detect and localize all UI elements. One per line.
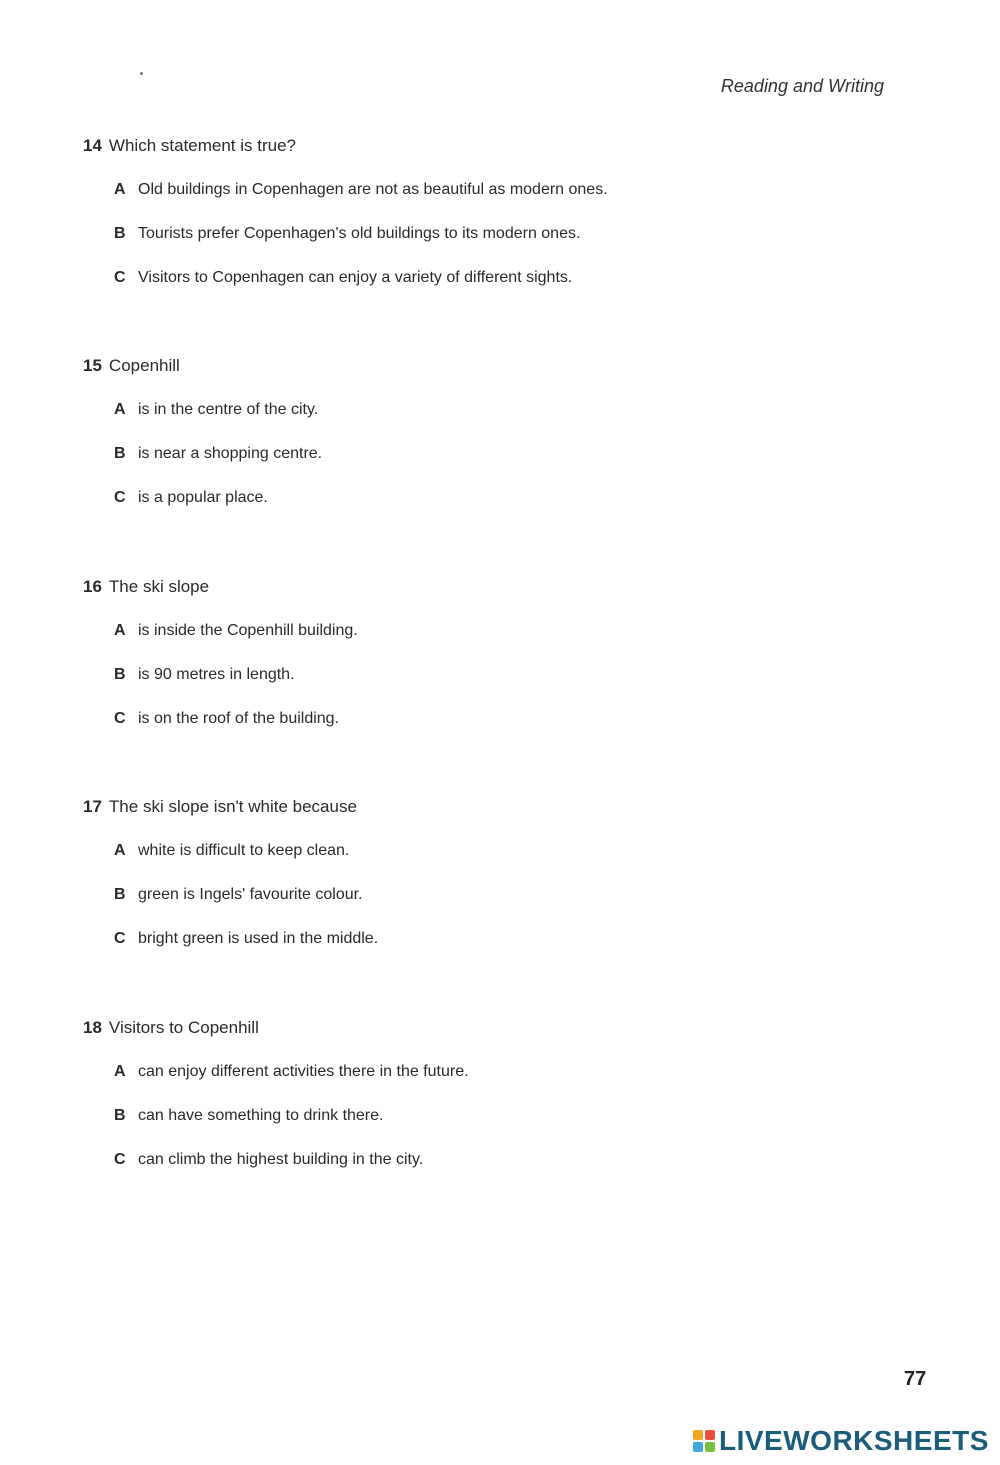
option-list <box>83 1060 783 1172</box>
option-text: is a popular place. <box>138 489 268 506</box>
option-list <box>83 619 783 731</box>
option-text: can enjoy different activities there in the future. <box>138 1063 469 1080</box>
option-letter: A <box>114 622 126 639</box>
option-letter: C <box>114 269 126 286</box>
option-list <box>83 398 783 510</box>
logo-square <box>705 1442 715 1452</box>
option-b[interactable] <box>114 222 783 246</box>
option-a[interactable] <box>114 839 783 863</box>
question-16 <box>83 575 783 731</box>
question-text: Visitors to Copenhill <box>108 1018 259 1037</box>
option-letter: A <box>114 401 126 418</box>
question-14 <box>83 134 783 290</box>
question-stem <box>83 575 783 599</box>
option-text: is in the centre of the city. <box>138 401 319 418</box>
option-letter: C <box>114 489 126 506</box>
question-text: The ski slope <box>108 577 210 596</box>
option-letter: B <box>114 886 126 903</box>
liveworksheets-watermark <box>693 1425 989 1457</box>
option-c[interactable] <box>114 1148 783 1172</box>
question-number: 18 <box>83 1018 102 1037</box>
page-number: 77 <box>904 1368 927 1390</box>
option-list <box>83 839 783 951</box>
question-text: The ski slope isn't white because <box>108 797 357 816</box>
question-number: 14 <box>83 136 102 155</box>
question-15 <box>83 354 783 510</box>
option-text: is 90 metres in length. <box>138 666 295 683</box>
option-text: is near a shopping centre. <box>138 445 323 462</box>
option-text: Old buildings in Copenhagen are not as beautiful as modern ones. <box>138 181 608 198</box>
option-a[interactable] <box>114 1060 783 1084</box>
question-text: Copenhill <box>108 356 180 375</box>
option-text: is on the roof of the building. <box>138 710 340 727</box>
option-letter: A <box>114 1063 126 1080</box>
question-text: Which statement is true? <box>108 136 296 155</box>
question-number: 15 <box>83 356 102 375</box>
logo-square <box>705 1430 715 1440</box>
question-17 <box>83 795 783 951</box>
question-stem <box>83 795 783 819</box>
option-a[interactable] <box>114 178 783 202</box>
question-18 <box>83 1016 783 1172</box>
option-text: Visitors to Copenhagen can enjoy a variety of different sights. <box>138 269 573 286</box>
logo-square <box>693 1430 703 1440</box>
option-a[interactable] <box>114 398 783 422</box>
option-b[interactable] <box>114 663 783 687</box>
scan-dot <box>140 72 143 75</box>
option-c[interactable] <box>114 927 783 951</box>
question-stem <box>83 134 783 158</box>
option-text: is inside the Copenhill building. <box>138 622 358 639</box>
option-letter: B <box>114 225 126 242</box>
option-b[interactable] <box>114 1104 783 1128</box>
option-letter: C <box>114 1151 126 1168</box>
option-text: can have something to drink there. <box>138 1107 384 1124</box>
option-b[interactable] <box>114 883 783 907</box>
option-text: white is difficult to keep clean. <box>138 842 350 859</box>
option-text: Tourists prefer Copenhagen's old buildings to its modern ones. <box>138 225 581 242</box>
option-text: bright green is used in the middle. <box>138 930 379 947</box>
logo-square <box>693 1442 703 1452</box>
option-letter: B <box>114 445 126 462</box>
option-letter: B <box>114 1107 126 1124</box>
section-header: Reading and Writing <box>720 76 884 96</box>
option-b[interactable] <box>114 442 783 466</box>
option-letter: B <box>114 666 126 683</box>
option-list <box>83 178 783 290</box>
question-number: 16 <box>83 577 102 596</box>
liveworksheets-logo-icon <box>693 1430 715 1452</box>
option-a[interactable] <box>114 619 783 643</box>
option-text: can climb the highest building in the city. <box>138 1151 424 1168</box>
question-stem <box>83 354 783 378</box>
option-text: green is Ingels' favourite colour. <box>138 886 363 903</box>
option-letter: A <box>114 181 126 198</box>
question-stem <box>83 1016 783 1040</box>
option-letter: A <box>114 842 126 859</box>
option-c[interactable] <box>114 486 783 510</box>
option-c[interactable] <box>114 707 783 731</box>
option-letter: C <box>114 710 126 727</box>
question-number: 17 <box>83 797 102 816</box>
option-letter: C <box>114 930 126 947</box>
option-c[interactable] <box>114 266 783 290</box>
watermark-text: LIVEWORKSHEETS <box>719 1425 989 1456</box>
